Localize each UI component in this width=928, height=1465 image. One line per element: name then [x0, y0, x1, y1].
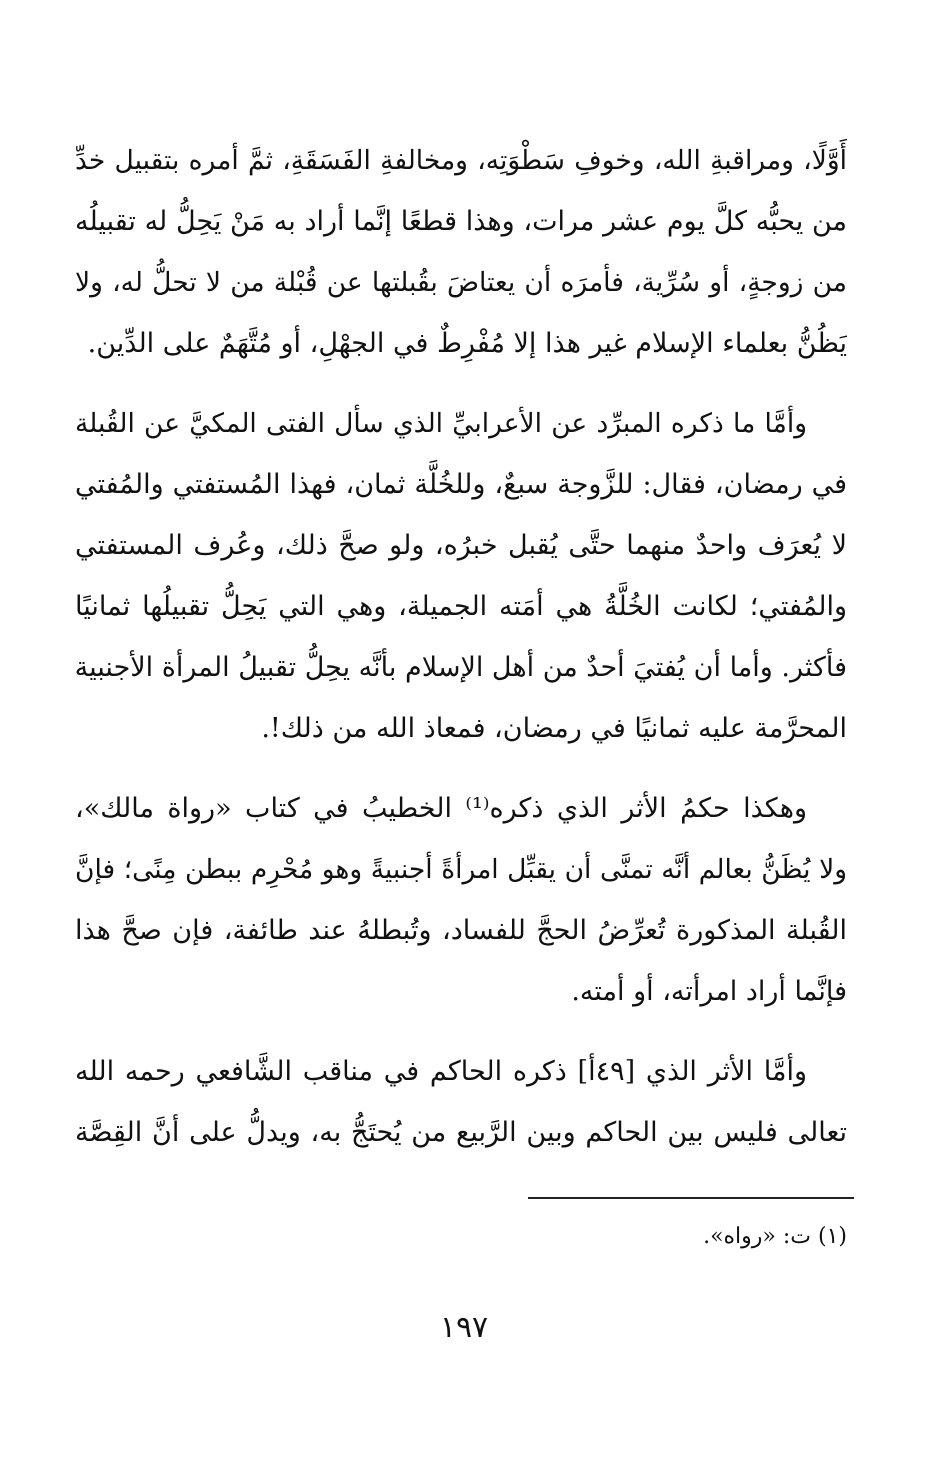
text-line: لا يُعرَف واحدٌ منهما حتَّى يُقبل خبرُه، ولو صحَّ ذلك، وعُرف المستفتي	[75, 530, 847, 561]
text-line: في رمضان، فقال: للزَّوجة سبعٌ، وللخُلَّة ثمان، فهذا المُستفتي والمُفتي	[75, 469, 847, 500]
text-line: من زوجةٍ، أو سُرِّية، فأمرَه أن يعتاضَ بقُبلتها عن قُبْلة من لا تحلُّ له، ولا	[75, 267, 847, 298]
paragraph-1	[75, 130, 847, 374]
text-line: فأكثر. وأما أن يُفتيَ أحدٌ من أهل الإسلام بأنَّه يحِلُّ تقبيلُ المرأة الأجنبية	[75, 652, 847, 683]
text-line: تعالى فليس بين الحاكم وبين الرَّبيع من يُحتَجُّ به، ويدلُّ على أنَّ القِصَّة	[75, 1117, 847, 1148]
main-text	[75, 130, 847, 1182]
text-line: ولا يُظَنُّ بعالم أنَّه تمنَّى أن يقبِّل امرأةً أجنبيةً وهو مُحْرِم ببطن مِنًى؛ فإنَّ	[75, 854, 847, 885]
paragraph-3	[75, 778, 847, 1022]
footnote-separator	[528, 1197, 854, 1199]
text-line: وهكذا حكمُ الأثر الذي ذكره⁽¹⁾ الخطيبُ في كتاب «رواة مالك»،	[75, 793, 807, 824]
paragraph-2	[75, 393, 847, 759]
text-line: فإنَّما أراد امرأته، أو أمته.	[571, 976, 847, 1007]
text-line: يَظُنُّ بعلماء الإسلام غير هذا إلا مُفْرِطٌ في الجهْلِ، أو مُتَّهَمٌ على الدِّين.	[87, 328, 847, 359]
text-line: المحرَّمة عليه ثمانيًا في رمضان، فمعاذ الله من ذلك!.	[261, 713, 847, 744]
text-line: وأمَّا ما ذكره المبرِّد عن الأعرابيِّ الذي سأل الفتى المكيَّ عن القُبلة	[75, 408, 807, 439]
text-line: وأمَّا الأثر الذي [٤٩أ] ذكره الحاكم في مناقب الشَّافعي رحمه الله	[75, 1056, 807, 1087]
page-number: ١٩٧	[439, 1310, 489, 1345]
text-line: من يحبُّه كلَّ يوم عشر مرات، وهذا قطعًا إنَّما أراد به مَنْ يَحِلُّ له تقبيلُه	[75, 206, 847, 237]
text-line: أَوَّلًا، ومراقبةِ الله، وخوفِ سَطْوَتِه، ومخالفةِ الفَسَقَةِ، ثمَّ أمره بتقبيل خدِّ	[75, 145, 847, 176]
paragraph-4	[75, 1041, 847, 1163]
footnote: (١) ت: «رواه».	[703, 1224, 847, 1249]
text-line: القُبلة المذكورة تُعرِّضُ الحجَّ للفساد، وتُبطلهُ عند طائفة، فإن صحَّ هذا	[75, 915, 847, 946]
text-line: والمُفتي؛ لكانت الخُلَّةُ هي أمَته الجميلة، وهي التي يَحِلُّ تقبيلُها ثمانيًا	[75, 591, 847, 622]
